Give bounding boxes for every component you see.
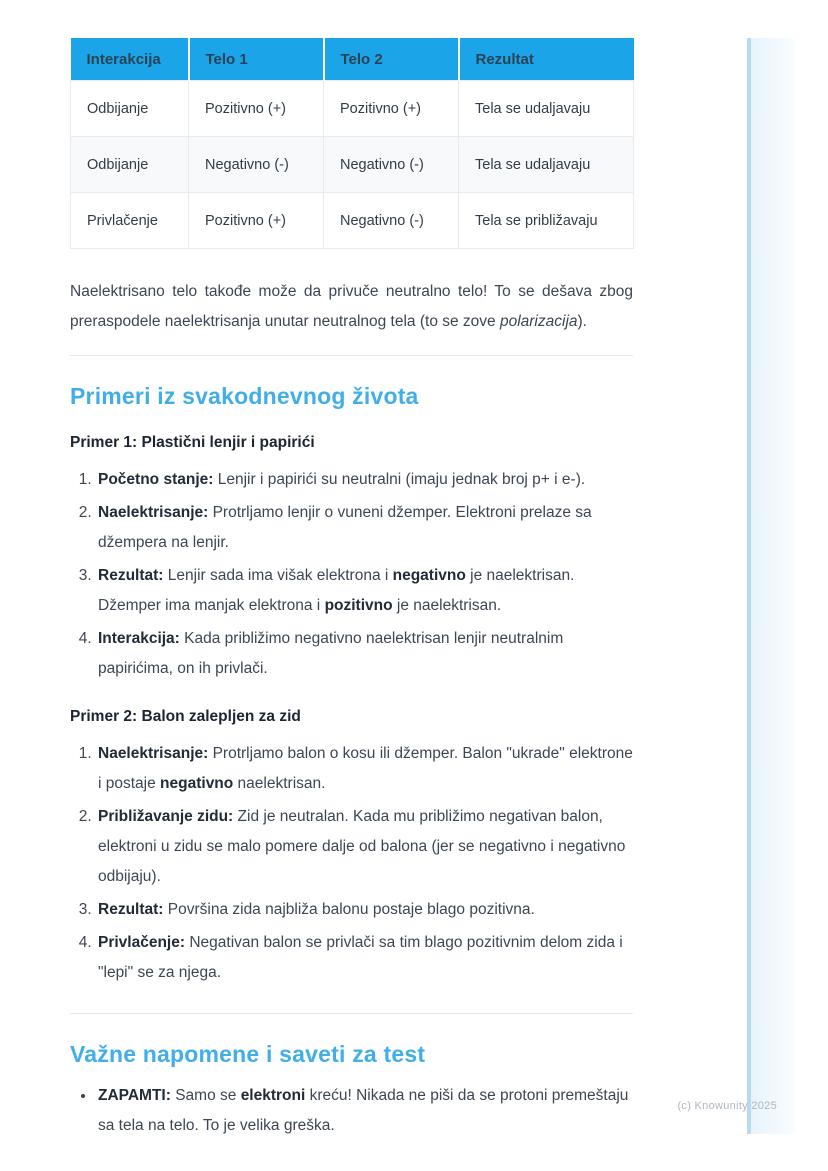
table-cell: Negativno (-) [324,137,459,193]
table-cell: Pozitivno (+) [189,193,324,249]
section-divider [70,355,633,356]
interaction-table [70,38,634,249]
example-1-list [70,465,633,684]
table-row [71,193,634,249]
list-item: 3. Rezultat: Lenjir sada ima višak elektrona i negativno je naelektrisan. Džemper ima manjak elektrona i pozitivno je naelektrisan. [96,561,633,621]
table-cell: Tela se udaljavaju [459,81,634,137]
list-item: 2. Naelektrisanje: Protrljamo lenjir o vuneni džemper. Elektroni prelaze sa džempera na lenjir. [96,498,633,558]
examples-section-title: Primeri iz svakodnevnog života [70,383,419,409]
list-item: 1. Naelektrisanje: Protrljamo balon o kosu ili džemper. Balon "ukrade" elektrone i postaje negativno naelektrisan. [96,739,633,799]
table-header-row [71,38,634,81]
table-header-cell: Rezultat [459,38,634,81]
table-header-cell: Telo 2 [324,38,459,81]
notes-list [70,1081,633,1141]
table-cell: Negativno (-) [324,193,459,249]
list-item: 2. Približavanje zidu: Zid je neutralan. Kada mu približimo negativan balon, elektroni u zidu se malo pomere dalje od balona (jer se negativno i negativno odbijaju). [96,802,633,892]
table-cell: Pozitivno (+) [324,81,459,137]
table-header-cell: Telo 1 [189,38,324,81]
list-item: 1. Početno stanje: Lenjir i papirići su neutralni (imaju jednak broj p+ i e-). [96,465,633,495]
table-header-cell: Interakcija [71,38,189,81]
intro-paragraph: Naelektrisano telo takođe može da privuče neutralno telo! To se dešava zbog preraspodele naelektrisanja unutar neutralnog tela (to se zove polarizacija). [70,283,633,330]
table-cell: Tela se udaljavaju [459,137,634,193]
list-item: 4. Interakcija: Kada približimo negativno naelektrisan lenjir neutralnim papirićima, on ih privlači. [96,624,633,684]
list-item: • ZAPAMTI: Samo se elektroni kreću! Nikada ne piši da se protoni premeštaju sa tela na telo. To je velika greška. [96,1081,633,1141]
table-cell: Tela se približavaju [459,193,634,249]
example-1-heading: Primer 1: Plastični lenjir i papirići [70,434,315,451]
section-divider [70,1013,633,1014]
table-cell: Pozitivno (+) [189,81,324,137]
list-item: 4. Privlačenje: Negativan balon se privlači sa tim blago pozitivnim delom zida i "lepi" se za njega. [96,928,633,988]
table-row [71,81,634,137]
example-2-list [70,739,633,988]
page-side-accent [747,38,796,1134]
list-item: 3. Rezultat: Površina zida najbliža balonu postaje blago pozitivna. [96,895,633,925]
footer-credit: (c) Knowunity 2025 [677,1100,777,1112]
table-cell: Odbijanje [71,81,189,137]
table-cell: Odbijanje [71,137,189,193]
table-cell: Negativno (-) [189,137,324,193]
example-2-heading: Primer 2: Balon zalepljen za zid [70,708,301,725]
table-row [71,137,634,193]
notes-section-title: Važne napomene i saveti za test [70,1041,426,1067]
document-content [70,38,633,1144]
table-cell: Privlačenje [71,193,189,249]
